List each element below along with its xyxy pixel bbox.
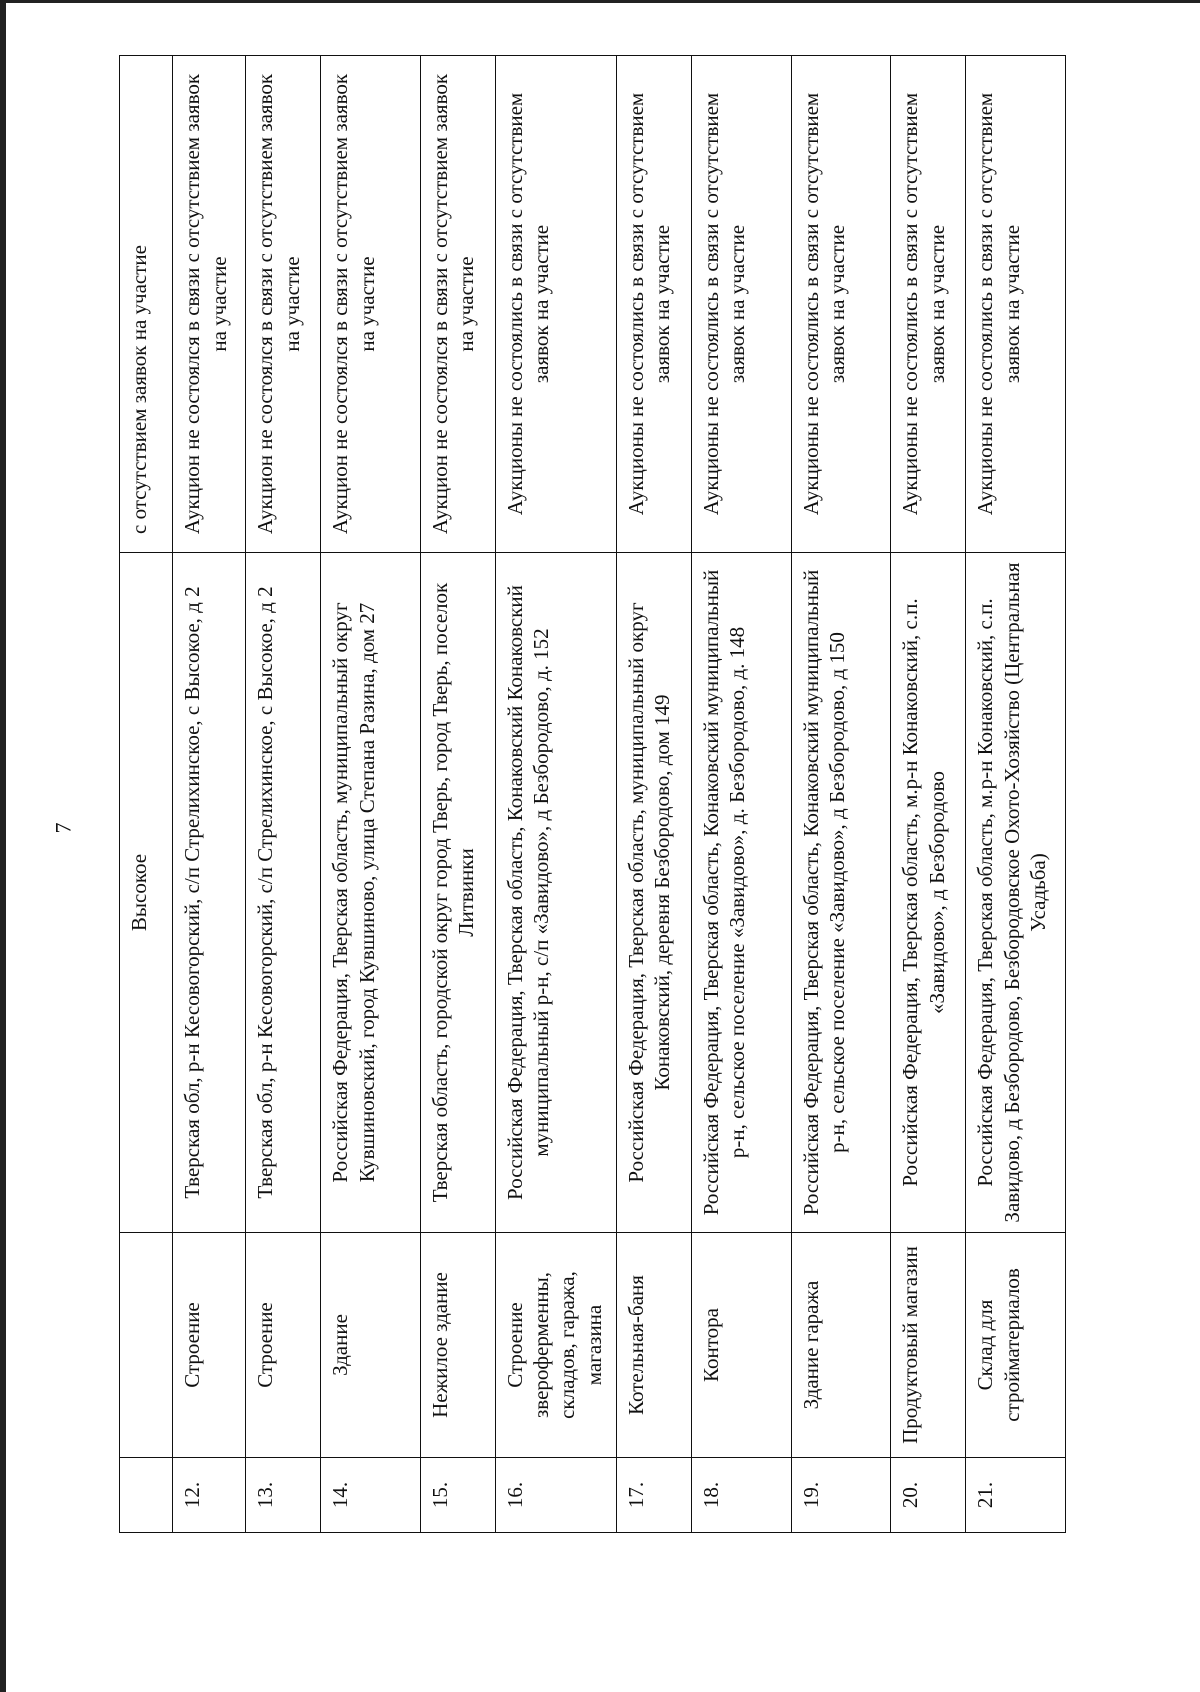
table-row xyxy=(617,56,692,1533)
table-row-continuation xyxy=(120,56,173,1533)
table-row xyxy=(791,56,891,1533)
scan-border-left xyxy=(0,0,6,1692)
cell-result: Аукционы не состоялись в связи с отсутствием заявок на участие xyxy=(966,56,1066,553)
cell-name: Строение xyxy=(246,1233,321,1458)
cell-num: 17. xyxy=(617,1458,692,1533)
cell-result: Аукционы не состоялись в связи с отсутствием заявок на участие xyxy=(891,56,966,553)
table-row xyxy=(173,56,246,1533)
table-row xyxy=(246,56,321,1533)
scan-border-top xyxy=(0,0,1200,3)
cell-num: 15. xyxy=(420,1458,495,1533)
cell-result: с отсутствием заявок на участие xyxy=(120,56,173,553)
cell-result: Аукцион не состоялся в связи с отсутствием заявок на участие xyxy=(173,56,246,553)
cell-name xyxy=(120,1233,173,1458)
page-number: 7 xyxy=(50,822,76,834)
cell-name: Котельная-баня xyxy=(617,1233,692,1458)
cell-address: Российская Федерация, Тверская область, м.р-н Конаковский, с.п. Завидово, д Безбородово, Безбородовское Охото-Хозяйство (Центральная Усадьба) xyxy=(966,553,1066,1233)
table-row xyxy=(321,56,421,1533)
cell-address: Российская Федерация, Тверская область, Конаковский муниципальный р-н, сельское поселение «Завидово», д. Безбородово, д. 148 xyxy=(692,553,792,1233)
auction-results-table xyxy=(119,55,1066,1533)
cell-result: Аукцион не состоялся в связи с отсутствием заявок на участие xyxy=(420,56,495,553)
table-row xyxy=(495,56,616,1533)
cell-name: Нежилое здание xyxy=(420,1233,495,1458)
cell-name: Здание гаража xyxy=(791,1233,891,1458)
cell-address: Российская Федерация, Тверская область, муниципальный округ Кувшиновский, город Кувшиново, улица Степана Разина, дом 27 xyxy=(321,553,421,1233)
rotated-table-wrapper xyxy=(119,56,1066,1533)
table-row xyxy=(891,56,966,1533)
cell-num: 12. xyxy=(173,1458,246,1533)
cell-num: 19. xyxy=(791,1458,891,1533)
cell-num: 21. xyxy=(966,1458,1066,1533)
cell-num: 16. xyxy=(495,1458,616,1533)
cell-num: 20. xyxy=(891,1458,966,1533)
cell-address: Тверская обл, р-н Кесовогорский, с/п Стрелихинское, с Высокое, д 2 xyxy=(246,553,321,1233)
cell-result: Аукционы не состоялись в связи с отсутствием заявок на участие xyxy=(495,56,616,553)
cell-address: Российская Федерация, Тверская область, Конаковский Конаковский муниципальный р-н, с/п «Завидово», д Безбородово, д. 152 xyxy=(495,553,616,1233)
cell-result: Аукционы не состоялись в связи с отсутствием заявок на участие xyxy=(692,56,792,553)
table-row xyxy=(966,56,1066,1533)
cell-result: Аукционы не состоялись в связи с отсутствием заявок на участие xyxy=(791,56,891,553)
cell-result: Аукцион не состоялся в связи с отсутствием заявок на участие xyxy=(321,56,421,553)
table-row xyxy=(692,56,792,1533)
cell-result: Аукционы не состоялись в связи с отсутствием заявок на участие xyxy=(617,56,692,553)
cell-result: Аукцион не состоялся в связи с отсутствием заявок на участие xyxy=(246,56,321,553)
cell-address: Тверская обл, р-н Кесовогорский, с/п Стрелихинское, с Высокое, д 2 xyxy=(173,553,246,1233)
cell-address: Российская Федерация, Тверская область, Конаковский муниципальный р-н, сельское поселение «Завидово», д Безбородово, д 150 xyxy=(791,553,891,1233)
cell-name: Строение xyxy=(173,1233,246,1458)
cell-name: Строение звероферменны, складов, гаража, магазина xyxy=(495,1233,616,1458)
cell-name: Продуктовый магазин xyxy=(891,1233,966,1458)
cell-num: 18. xyxy=(692,1458,792,1533)
table-row xyxy=(420,56,495,1533)
cell-name: Контора xyxy=(692,1233,792,1458)
cell-num: 14. xyxy=(321,1458,421,1533)
cell-address: Тверская область, городской округ город Тверь, город Тверь, поселок Литвинки xyxy=(420,553,495,1233)
cell-name: Здание xyxy=(321,1233,421,1458)
cell-address: Российская Федерация, Тверская область, муниципальный округ Конаковский, деревня Безбородово, дом 149 xyxy=(617,553,692,1233)
cell-address: Российская Федерация, Тверская область, м.р-н Конаковский, с.п. «Завидово», д Безбородово xyxy=(891,553,966,1233)
cell-address: Высокое xyxy=(120,553,173,1233)
cell-num xyxy=(120,1458,173,1533)
cell-name: Склад для стройматериалов xyxy=(966,1233,1066,1458)
cell-num: 13. xyxy=(246,1458,321,1533)
